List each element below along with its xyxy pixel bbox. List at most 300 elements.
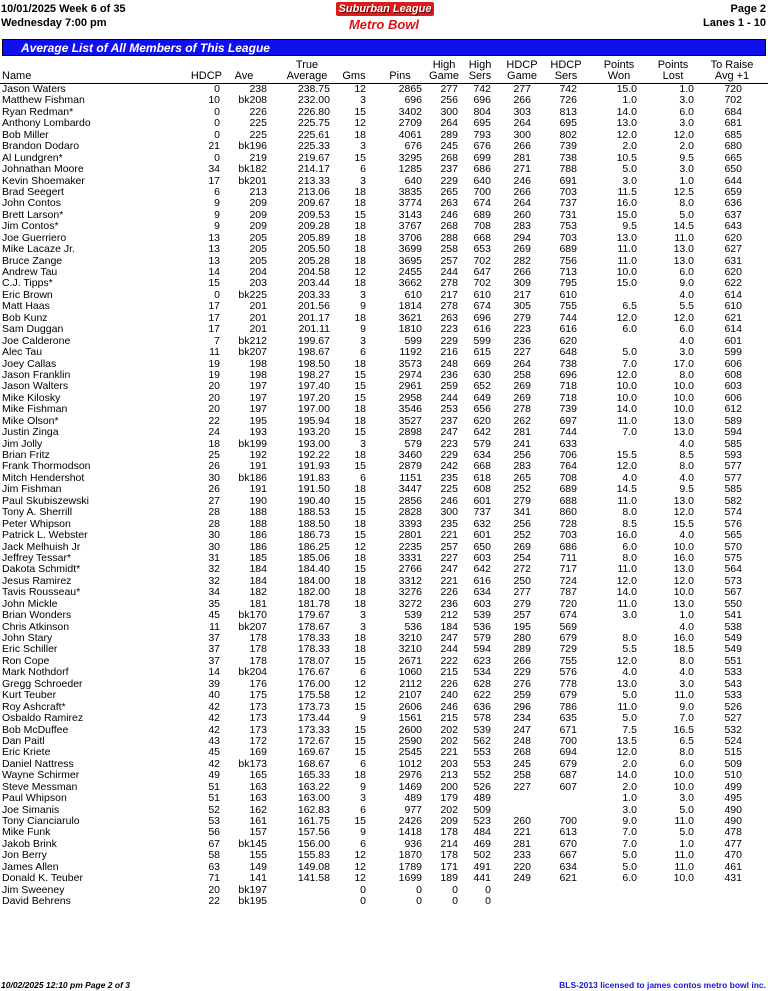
ave-cell: 192 [249, 449, 267, 461]
ave-cell: 149 [249, 860, 267, 873]
to-raise-cell: 567 [724, 586, 742, 599]
games-cell: 15 [354, 529, 366, 542]
table-row [0, 244, 768, 255]
true-average-cell: 198.27 [297, 368, 330, 381]
true-average-cell: 197.00 [297, 403, 330, 416]
pins-cell: 2828 [398, 506, 422, 519]
high-game-cell: 277 [440, 83, 458, 95]
hdcp-cell: 30 [208, 471, 220, 484]
hdcp-series-cell: 696 [559, 368, 577, 381]
to-raise-cell: 510 [724, 769, 742, 782]
hdcp-cell: 21 [208, 140, 220, 153]
pins-cell: 3331 [398, 551, 422, 564]
hdcp-series-cell: 686 [559, 540, 577, 553]
true-average-cell: 205.89 [297, 231, 330, 244]
hdcp-cell: 51 [208, 792, 220, 805]
games-cell: 18 [354, 254, 366, 267]
table-row [0, 176, 768, 187]
true-average-cell: 186.73 [297, 529, 330, 542]
hdcp-cell: 27 [208, 494, 220, 507]
true-average-cell: 203.33 [297, 288, 330, 301]
table-row [0, 359, 768, 370]
games-cell: 12 [354, 860, 366, 873]
to-raise-cell: 565 [724, 529, 742, 542]
bowler-name-cell: John Contos [2, 197, 61, 210]
high-series-cell: 702 [473, 254, 491, 267]
pins-cell: 640 [404, 174, 422, 187]
bowler-name-cell: Daniel Nattress [2, 757, 74, 770]
true-average-cell: 173.73 [297, 700, 330, 713]
bowler-name-cell: Bob Miller [2, 128, 49, 141]
pins-cell: 1151 [399, 471, 422, 484]
hdcp-game-cell: 249 [513, 872, 531, 885]
ave-cell: 157 [249, 826, 267, 839]
pins-cell: 0 [416, 883, 422, 896]
ave-cell: 162 [249, 803, 267, 816]
points-won-cell: 11.5 [617, 185, 637, 198]
games-cell: 12 [354, 677, 366, 690]
true-average-cell: 191.83 [297, 471, 330, 484]
hdcp-game-cell: 264 [513, 197, 531, 210]
high-series-cell: 610 [473, 288, 491, 301]
games-cell: 18 [354, 185, 366, 198]
col-high-game [426, 60, 462, 82]
hdcp-series-cell: 610 [559, 288, 577, 301]
pins-cell: 3546 [398, 403, 422, 416]
points-lost-cell: 5.5 [679, 300, 694, 313]
table-row [0, 702, 768, 713]
points-lost-cell: 4.0 [679, 529, 694, 542]
true-average-cell: 165.33 [297, 769, 330, 782]
pins-cell: 1561 [398, 712, 422, 725]
true-average-cell: 203.44 [297, 277, 330, 290]
hdcp-cell: 10 [208, 94, 220, 107]
table-row [0, 313, 768, 324]
high-game-cell: 0 [452, 883, 458, 896]
points-lost-cell: 2.0 [679, 140, 694, 153]
high-game-cell: 222 [440, 654, 458, 667]
to-raise-cell: 636 [724, 197, 742, 210]
bowler-name-cell: Patrick L. Webster [2, 529, 88, 542]
ave-cell: 205 [249, 254, 267, 267]
ave-cell: 209 [249, 197, 267, 210]
points-lost-cell: 13.0 [673, 494, 694, 507]
to-raise-cell: 720 [724, 83, 742, 95]
to-raise-cell: 610 [724, 300, 742, 313]
hdcp-series-cell: 731 [559, 208, 577, 221]
true-average-cell: 197.40 [297, 380, 330, 393]
points-won-cell: 7.5 [622, 723, 637, 736]
true-average-cell: 186.25 [297, 540, 330, 553]
points-lost-cell: 1.0 [679, 837, 694, 850]
true-average-cell: 225.61 [297, 128, 330, 141]
hdcp-game-cell: 277 [513, 83, 531, 95]
points-lost-cell: 13.0 [673, 243, 694, 256]
points-lost-cell: 10.0 [673, 540, 694, 553]
ave-cell: 201 [249, 323, 267, 336]
points-lost-cell: 8.0 [679, 654, 694, 667]
hdcp-game-cell: 281 [513, 151, 531, 164]
high-game-cell: 215 [440, 666, 458, 679]
pins-cell: 1870 [398, 849, 422, 862]
bowler-name-cell: Dakota Schmidt* [2, 563, 81, 576]
to-raise-cell: 576 [724, 517, 742, 530]
points-won-cell: 13.0 [616, 117, 637, 130]
to-raise-cell: 614 [724, 323, 742, 336]
true-average-cell: 201.56 [297, 300, 330, 313]
hdcp-cell: 42 [208, 757, 220, 770]
to-raise-cell: 582 [724, 494, 742, 507]
points-won-cell: 10.0 [616, 266, 637, 278]
high-series-cell: 579 [473, 632, 491, 644]
games-cell: 18 [354, 231, 366, 244]
table-row [0, 187, 768, 198]
points-won-cell: 11.0 [617, 243, 637, 256]
pins-cell: 2600 [398, 723, 422, 736]
hdcp-series-cell: 679 [559, 689, 577, 702]
pins-cell: 2856 [398, 494, 422, 507]
to-raise-cell: 585 [724, 437, 742, 450]
high-game-cell: 221 [440, 529, 458, 542]
true-average-cell: 197.20 [297, 391, 330, 404]
high-game-cell: 300 [440, 506, 458, 519]
games-cell: 18 [354, 643, 366, 656]
high-game-cell: 171 [440, 860, 458, 873]
ave-cell: bk225 [238, 288, 267, 301]
table-row [0, 564, 768, 575]
games-cell: 15 [354, 734, 366, 747]
points-lost-cell: 4.0 [679, 666, 694, 679]
high-series-cell: 653 [473, 243, 491, 256]
to-raise-cell: 549 [724, 632, 742, 644]
ave-cell: 173 [249, 723, 267, 736]
games-cell: 18 [354, 586, 366, 599]
true-average-cell: 195.94 [297, 414, 330, 427]
table-row [0, 84, 768, 95]
hdcp-series-cell: 726 [559, 94, 577, 107]
bowler-name-cell: Justin Zinga [2, 426, 59, 439]
games-cell: 18 [354, 449, 366, 461]
to-raise-cell: 621 [724, 311, 742, 324]
bowler-name-cell: Tony Cianciarulo [2, 815, 80, 827]
table-row [0, 850, 768, 861]
points-lost-cell: 11.0 [674, 849, 694, 862]
hdcp-game-cell: 279 [513, 494, 531, 507]
points-won-cell: 6.0 [622, 323, 637, 336]
high-series-cell: 601 [473, 529, 491, 542]
section-title: Average List of All Members of This League [21, 41, 270, 55]
page-number: Page 2 [730, 3, 766, 15]
bowler-name-cell: Bob McDuffee [2, 723, 69, 736]
ave-cell: 155 [249, 849, 267, 862]
points-lost-cell: 10.0 [673, 872, 694, 885]
high-series-cell: 676 [473, 140, 491, 153]
true-average-cell: 169.67 [297, 746, 330, 759]
table-row [0, 759, 768, 770]
hdcp-cell: 11 [209, 346, 220, 359]
hdcp-series-cell: 713 [559, 266, 577, 278]
points-won-cell: 1.0 [622, 94, 637, 107]
games-cell: 9 [360, 826, 366, 839]
hdcp-series-cell: 703 [559, 185, 577, 198]
to-raise-cell: 543 [724, 677, 742, 690]
hdcp-game-cell: 278 [513, 403, 531, 416]
bowler-name-cell: David Behrens [2, 895, 71, 908]
high-game-cell: 214 [440, 837, 458, 850]
col-hdcp-sers-l2: Sers [554, 70, 578, 82]
hdcp-cell: 22 [208, 414, 220, 427]
to-raise-cell: 593 [724, 449, 742, 461]
table-row [0, 301, 768, 312]
to-raise-cell: 551 [724, 654, 742, 667]
high-game-cell: 263 [440, 197, 458, 210]
high-series-cell: 579 [473, 437, 491, 450]
true-average-cell: 205.50 [297, 243, 330, 256]
points-won-cell: 15.0 [616, 277, 637, 290]
pins-cell: 3662 [398, 277, 422, 290]
table-row [0, 736, 768, 747]
table-row [0, 233, 768, 244]
hdcp-game-cell: 305 [513, 300, 531, 313]
bowler-name-cell: Matt Haas [2, 300, 50, 313]
table-row [0, 519, 768, 530]
high-series-cell: 652 [473, 380, 491, 393]
bowler-name-cell: Eric Kriete [2, 746, 51, 759]
hdcp-cell: 30 [208, 540, 220, 553]
high-series-cell: 615 [473, 346, 491, 359]
bowler-name-cell: Jim Contos* [2, 220, 59, 233]
points-won-cell: 7.0 [622, 837, 637, 850]
hdcp-cell: 52 [208, 803, 220, 816]
games-cell: 18 [354, 483, 366, 496]
high-series-cell: 552 [473, 769, 491, 782]
points-lost-cell: 13.0 [673, 414, 694, 427]
hdcp-cell: 15 [208, 277, 220, 290]
hdcp-game-cell: 272 [513, 563, 531, 576]
hdcp-cell: 14 [208, 666, 220, 679]
ave-cell: 193 [249, 426, 267, 439]
bowler-name-cell: Brad Seegert [2, 185, 64, 198]
to-raise-cell: 620 [724, 266, 742, 278]
points-won-cell: 12.0 [616, 368, 637, 381]
high-series-cell: 491 [473, 860, 491, 873]
hdcp-cell: 0 [214, 105, 220, 118]
table-row [0, 862, 768, 873]
ave-cell: 205 [249, 231, 267, 244]
points-lost-cell: 16.0 [673, 632, 694, 644]
ave-cell: 219 [249, 151, 267, 164]
to-raise-cell: 627 [724, 243, 742, 256]
print-info: 10/02/2025 12:10 pm Page 2 of 3 [1, 980, 130, 990]
high-series-cell: 536 [473, 620, 491, 633]
pins-cell: 3276 [398, 586, 422, 599]
table-row [0, 107, 768, 118]
hdcp-series-cell: 633 [559, 437, 577, 450]
true-average-cell: 193.20 [297, 426, 330, 439]
pins-cell: 1814 [398, 300, 422, 313]
high-game-cell: 240 [440, 689, 458, 702]
high-game-cell: 225 [440, 483, 458, 496]
ave-cell: 173 [249, 712, 267, 725]
high-series-cell: 737 [473, 506, 491, 519]
points-won-cell: 5.0 [622, 346, 637, 359]
bowler-name-cell: Brett Larson* [2, 208, 64, 221]
points-lost-cell: 16.5 [673, 723, 694, 736]
games-cell: 18 [354, 597, 366, 610]
points-lost-cell: 6.5 [679, 734, 694, 747]
high-game-cell: 236 [440, 597, 458, 610]
hdcp-series-cell: 689 [559, 483, 577, 496]
to-raise-cell: 644 [724, 174, 742, 187]
to-raise-cell: 606 [724, 391, 742, 404]
points-won-cell: 6.0 [622, 540, 637, 553]
table-row [0, 324, 768, 335]
points-lost-cell: 8.0 [679, 368, 694, 381]
hdcp-cell: 17 [208, 323, 220, 336]
pins-cell: 4061 [398, 128, 422, 141]
hdcp-game-cell: 277 [513, 586, 531, 599]
hdcp-game-cell: 229 [513, 666, 531, 679]
high-series-cell: 668 [473, 231, 491, 244]
table-row [0, 782, 768, 793]
table-row [0, 873, 768, 884]
bowler-name-cell: Donald K. Teuber [2, 872, 83, 885]
bowler-name-cell: Jason Waters [2, 83, 66, 95]
hdcp-series-cell: 700 [559, 734, 577, 747]
bowler-name-cell: Paul Whipson [2, 792, 67, 805]
points-lost-cell: 4.0 [679, 620, 694, 633]
hdcp-series-cell: 648 [559, 346, 577, 359]
high-game-cell: 223 [440, 437, 458, 450]
games-cell: 0 [360, 895, 366, 908]
ave-cell: 141 [249, 872, 267, 885]
high-series-cell: 689 [473, 208, 491, 221]
bowler-name-cell: Mark Nothdorf [2, 666, 69, 679]
true-average-cell: 219.67 [297, 151, 330, 164]
table-row [0, 896, 768, 907]
high-series-cell: 702 [473, 277, 491, 290]
hdcp-series-cell: 729 [559, 643, 577, 656]
hdcp-series-cell: 621 [559, 872, 577, 885]
hdcp-game-cell: 254 [513, 551, 531, 564]
hdcp-game-cell: 294 [513, 231, 531, 244]
hdcp-cell: 34 [208, 586, 220, 599]
points-won-cell: 10.5 [616, 151, 637, 164]
games-cell: 18 [354, 632, 366, 644]
true-average-cell: 181.78 [297, 597, 330, 610]
pins-cell: 3460 [398, 449, 422, 461]
col-true-average [280, 60, 334, 82]
hdcp-game-cell: 227 [513, 780, 531, 793]
hdcp-series-cell: 679 [559, 757, 577, 770]
ave-cell: bk196 [238, 140, 267, 153]
col-points-won-l1: Points [603, 59, 635, 71]
games-cell: 12 [354, 117, 366, 130]
table-row [0, 416, 768, 427]
high-series-cell: 632 [473, 517, 491, 530]
table-row [0, 198, 768, 209]
table-row [0, 370, 768, 381]
hdcp-cell: 37 [208, 643, 220, 656]
hdcp-cell: 14 [208, 266, 220, 278]
high-series-cell: 618 [473, 471, 491, 484]
high-game-cell: 221 [440, 746, 458, 759]
true-average-cell: 209.67 [297, 197, 330, 210]
hdcp-cell: 17 [208, 311, 220, 324]
high-series-cell: 656 [473, 403, 491, 416]
ave-cell: 191 [249, 483, 267, 496]
games-cell: 18 [354, 551, 366, 564]
ave-cell: 209 [249, 220, 267, 233]
hdcp-cell: 31 [208, 551, 220, 564]
bowler-name-cell: Roy Ashcraft* [2, 700, 66, 713]
games-cell: 3 [360, 140, 366, 153]
col-points-lost [652, 60, 694, 82]
high-series-cell: 804 [473, 105, 491, 118]
hdcp-series-cell: 788 [559, 163, 577, 176]
table-row [0, 450, 768, 461]
license-info: BLS-2013 licensed to james contos metro bowl inc. [559, 980, 766, 990]
high-game-cell: 184 [440, 620, 458, 633]
high-series-cell: 603 [473, 597, 491, 610]
high-game-cell: 256 [440, 94, 458, 107]
points-won-cell: 11.0 [617, 563, 637, 576]
hdcp-series-cell: 711 [560, 551, 577, 564]
points-won-cell: 12.0 [616, 746, 637, 759]
ave-cell: bk173 [238, 757, 267, 770]
hdcp-series-cell: 607 [559, 780, 577, 793]
pins-cell: 2961 [398, 380, 422, 393]
points-lost-cell: 14.5 [673, 220, 694, 233]
bowler-name-cell: Jack Melhuish Jr [2, 540, 81, 553]
true-average-cell: 156.00 [297, 837, 330, 850]
to-raise-cell: 490 [724, 815, 742, 827]
hdcp-game-cell: 269 [513, 540, 531, 553]
hdcp-cell: 18 [208, 437, 220, 450]
table-row [0, 164, 768, 175]
true-average-cell: 205.28 [297, 254, 330, 267]
true-average-cell: 182.00 [297, 586, 330, 599]
games-cell: 9 [360, 712, 366, 725]
hdcp-series-cell: 755 [559, 300, 577, 313]
points-won-cell: 15.0 [616, 83, 637, 95]
true-average-cell: 213.06 [297, 185, 330, 198]
hdcp-series-cell: 738 [559, 151, 577, 164]
true-average-cell: 198.67 [297, 346, 330, 359]
to-raise-cell: 685 [724, 128, 742, 141]
high-series-cell: 0 [485, 883, 491, 896]
hdcp-cell: 49 [208, 769, 220, 782]
table-row [0, 473, 768, 484]
hdcp-game-cell: 266 [513, 140, 531, 153]
pins-cell: 977 [404, 803, 422, 816]
points-won-cell: 13.0 [616, 231, 637, 244]
points-won-cell: 6.0 [622, 872, 637, 885]
ave-cell: bk208 [238, 94, 267, 107]
points-lost-cell: 10.0 [673, 391, 694, 404]
pins-cell: 2112 [399, 677, 422, 690]
table-row [0, 496, 768, 507]
bowler-name-cell: Tavis Rousseau* [2, 586, 81, 599]
ave-cell: 175 [249, 689, 267, 702]
high-series-cell: 742 [473, 83, 491, 95]
points-won-cell: 14.0 [616, 105, 637, 118]
points-lost-cell: 1.0 [679, 83, 694, 95]
pins-cell: 1012 [398, 757, 422, 770]
high-game-cell: 179 [440, 792, 458, 805]
ave-cell: bk195 [238, 895, 267, 908]
hdcp-game-cell: 260 [513, 815, 531, 827]
